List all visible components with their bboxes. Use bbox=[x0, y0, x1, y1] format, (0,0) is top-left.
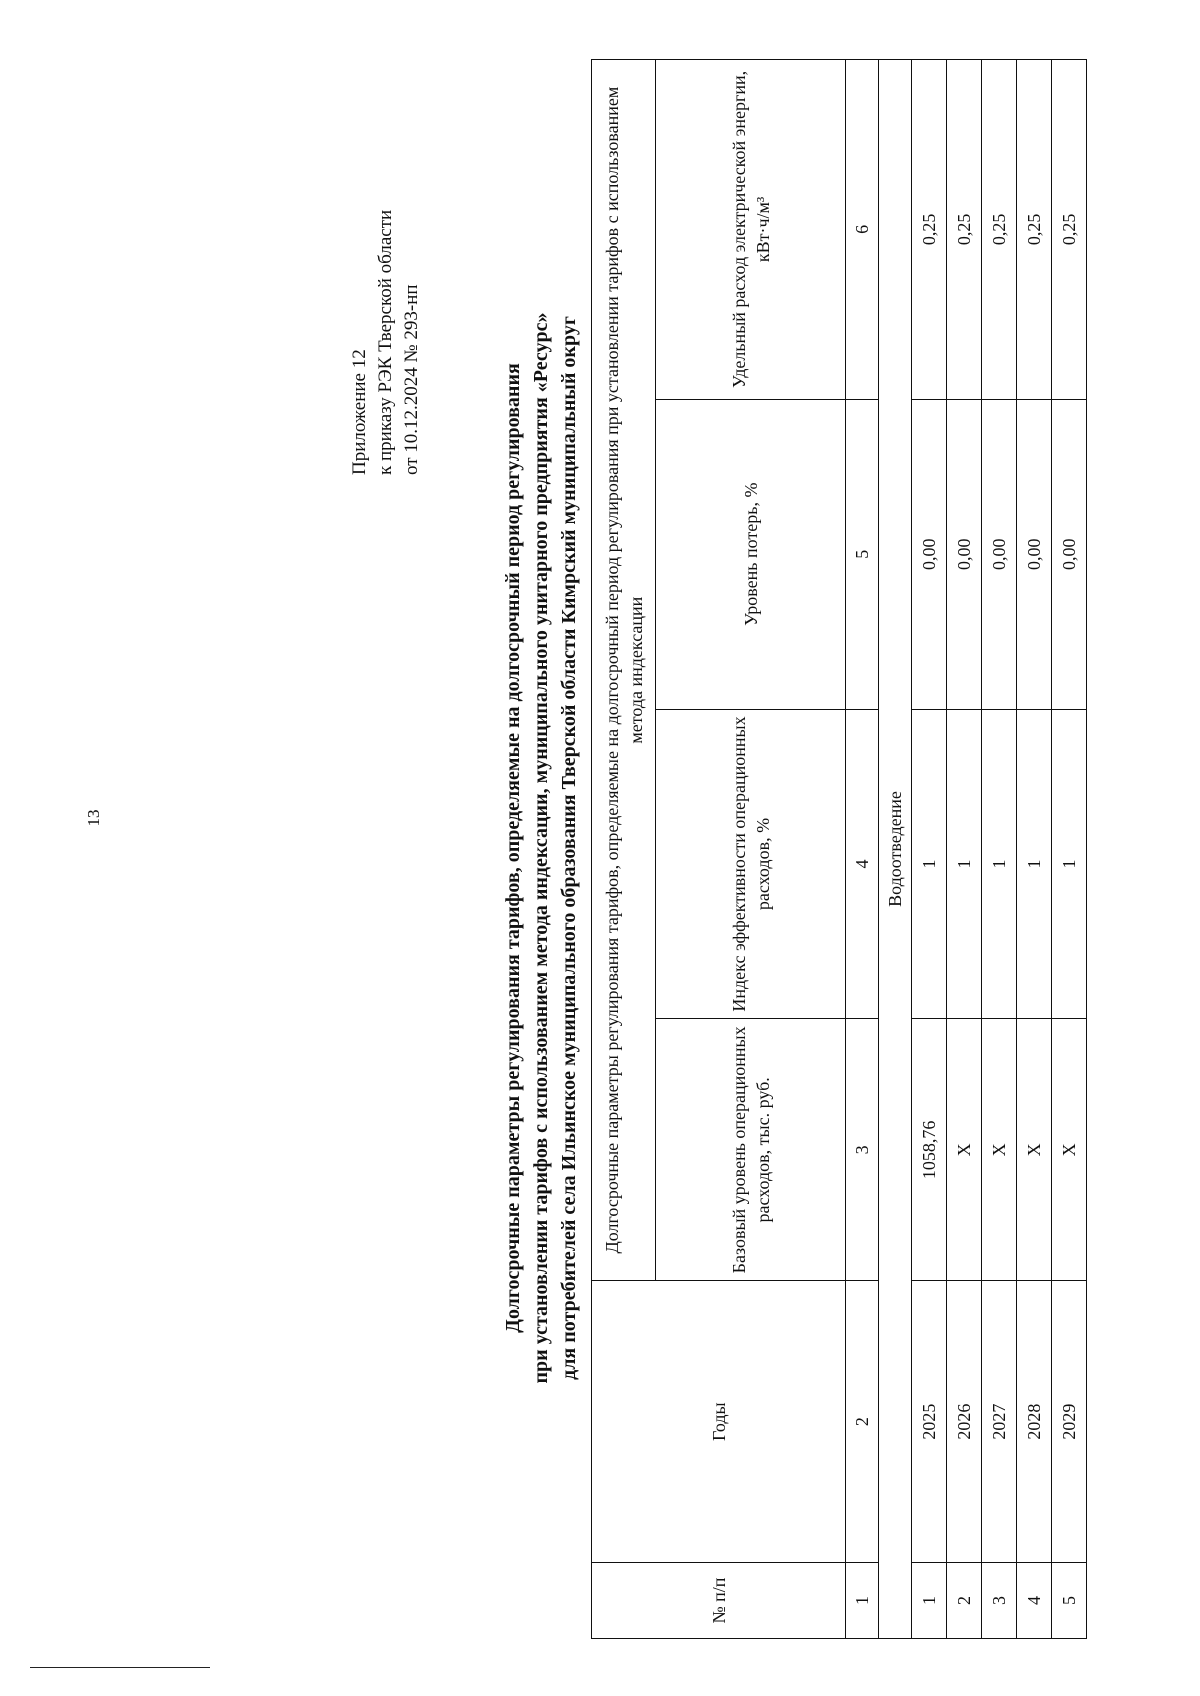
footer-divider bbox=[30, 1667, 210, 1668]
section-row bbox=[879, 60, 912, 1639]
header-base-level: Базовый уровень операционных расходов, тыс. руб. bbox=[656, 1019, 846, 1281]
appendix-line-1: Приложение 12 bbox=[349, 349, 370, 475]
cell-year: 2027 bbox=[982, 1281, 1017, 1563]
title-line-2: при установлении тарифов с использованием метода индексации, муниципального унитарного предприятия «Ресурс» bbox=[530, 312, 552, 1384]
cell-energy: 0,25 bbox=[947, 60, 982, 400]
cell-losses: 0,00 bbox=[912, 399, 947, 709]
column-number: 2 bbox=[846, 1281, 879, 1563]
cell-num: 5 bbox=[1052, 1563, 1087, 1639]
title-line-3: для потребителей села Ильинское муниципального образования Тверской области Кимрский муниципальный округ bbox=[558, 316, 580, 1380]
cell-losses: 0,00 bbox=[1052, 399, 1087, 709]
header-group: Долгосрочные параметры регулирования тарифов, определяемые на долгосрочный период регулирования при установлении тарифов с использованием метода индексации bbox=[592, 60, 656, 1281]
cell-year: 2029 bbox=[1052, 1281, 1087, 1563]
cell-base: Х bbox=[982, 1019, 1017, 1281]
header-num: № п/п bbox=[592, 1563, 846, 1639]
header-years: Годы bbox=[592, 1281, 846, 1563]
cell-num: 4 bbox=[1017, 1563, 1052, 1639]
cell-year: 2028 bbox=[1017, 1281, 1052, 1563]
document-title bbox=[499, 55, 583, 1641]
appendix-block bbox=[347, 55, 425, 475]
cell-energy: 0,25 bbox=[1017, 60, 1052, 400]
cell-index: 1 bbox=[1017, 709, 1052, 1019]
cell-base: 1058,76 bbox=[912, 1019, 947, 1281]
cell-index: 1 bbox=[947, 709, 982, 1019]
section-label: Водоотведение bbox=[879, 60, 912, 1639]
cell-losses: 0,00 bbox=[1017, 399, 1052, 709]
parameters-table bbox=[591, 59, 1087, 1639]
header-loss-level: Уровень потерь, % bbox=[656, 399, 846, 709]
column-number: 1 bbox=[846, 1563, 879, 1639]
column-number: 4 bbox=[846, 709, 879, 1019]
cell-index: 1 bbox=[912, 709, 947, 1019]
appendix-line-3: от 10.12.2024 № 293-нп bbox=[401, 284, 422, 475]
cell-num: 2 bbox=[947, 1563, 982, 1639]
header-energy-consumption: Удельный расход электрической энергии, кВт·ч/м³ bbox=[656, 60, 846, 400]
cell-index: 1 bbox=[982, 709, 1017, 1019]
title-line-1: Долгосрочные параметры регулирования тарифов, определяемые на долгосрочный период регулирования bbox=[502, 363, 524, 1333]
column-number: 3 bbox=[846, 1019, 879, 1281]
cell-base: Х bbox=[947, 1019, 982, 1281]
cell-energy: 0,25 bbox=[982, 60, 1017, 400]
table-row bbox=[912, 60, 947, 1639]
cell-base: Х bbox=[1017, 1019, 1052, 1281]
cell-losses: 0,00 bbox=[947, 399, 982, 709]
table-row bbox=[982, 60, 1017, 1639]
cell-base: Х bbox=[1052, 1019, 1087, 1281]
column-number: 5 bbox=[846, 399, 879, 709]
cell-num: 3 bbox=[982, 1563, 1017, 1639]
cell-num: 1 bbox=[912, 1563, 947, 1639]
table-row bbox=[947, 60, 982, 1639]
cell-energy: 0,25 bbox=[1052, 60, 1087, 400]
cell-energy: 0,25 bbox=[912, 60, 947, 400]
cell-losses: 0,00 bbox=[982, 399, 1017, 709]
column-number-row bbox=[846, 60, 879, 1639]
appendix-line-2: к приказу РЭК Тверской области bbox=[375, 209, 396, 475]
header-efficiency-index: Индекс эффективности операционных расходов, % bbox=[656, 709, 846, 1019]
table-row bbox=[1052, 60, 1087, 1639]
cell-year: 2025 bbox=[912, 1281, 947, 1563]
table-row bbox=[1017, 60, 1052, 1639]
cell-year: 2026 bbox=[947, 1281, 982, 1563]
document-body bbox=[347, 55, 1200, 1641]
page-number: 13 bbox=[84, 809, 103, 827]
column-number: 6 bbox=[846, 60, 879, 400]
cell-index: 1 bbox=[1052, 709, 1087, 1019]
